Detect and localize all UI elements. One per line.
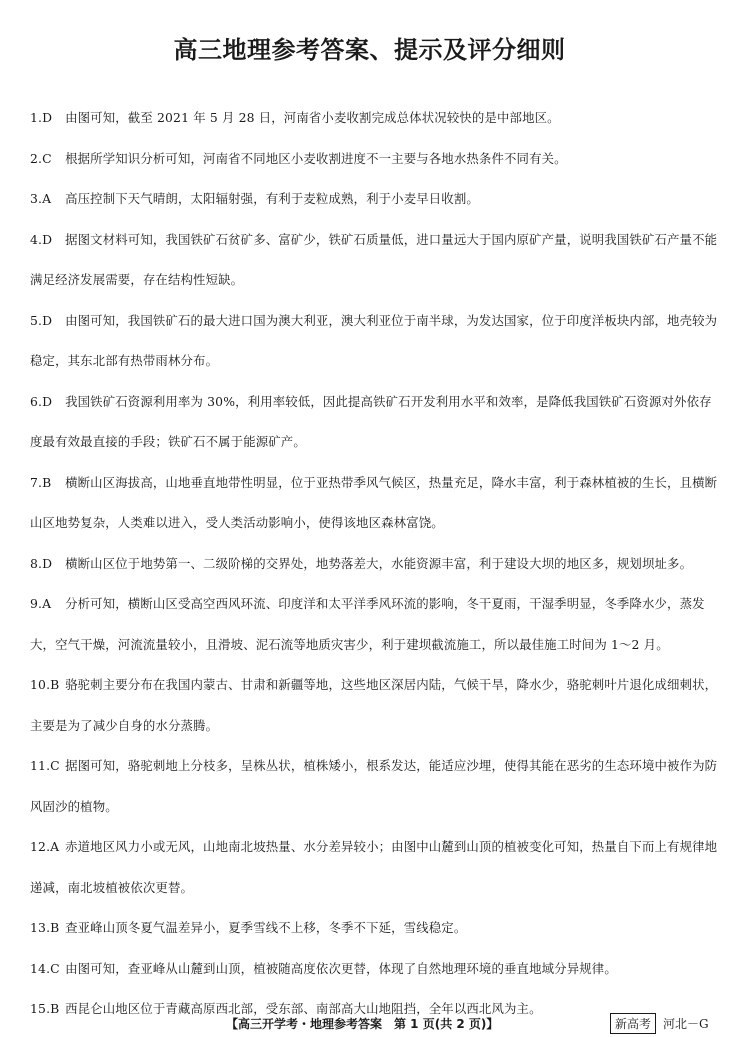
- answer-number: 12.A: [30, 839, 60, 854]
- answer-text: 由图可知，查亚峰从山麓到山顶，植被随高度依次更替，体现了自然地理环境的垂直地域分异规律。: [65, 960, 617, 976]
- answer-item: [30, 463, 720, 544]
- answer-item: [30, 665, 720, 746]
- answer-number: 4.D: [30, 231, 53, 247]
- answer-item: [30, 139, 720, 180]
- answer-number: 14.C: [30, 960, 60, 976]
- answer-text: 查亚峰山顶冬夏气温差异小，夏季雪线不上移，冬季不下延，雪线稳定。: [65, 920, 467, 935]
- answer-list: [30, 98, 720, 1030]
- answer-item: [30, 584, 720, 665]
- region-code: 河北－G: [663, 1017, 709, 1031]
- answer-item: [30, 908, 720, 949]
- answer-text: 根据所学知识分析可知，河南省不同地区小麦收割进度不一主要与各地水热条件不同有关。: [65, 150, 567, 166]
- answer-item: [30, 179, 720, 220]
- answer-number: 3.A: [30, 191, 52, 206]
- exam-badge: 新高考: [610, 1013, 656, 1034]
- answer-text: 由图可知，我国铁矿石的最大进口国为澳大利亚，澳大利亚位于南半球，为发达国家，位于印度洋板块内部，地壳较为稳定，其东北部有热带雨林分布。: [30, 312, 718, 368]
- answer-number: 11.C: [30, 758, 60, 773]
- answer-item: [30, 827, 720, 908]
- answer-number: 7.B: [30, 474, 52, 490]
- answer-number: 9.A: [30, 596, 52, 611]
- answer-item: [30, 98, 720, 139]
- answer-item: [30, 544, 720, 585]
- answer-number: 2.C: [30, 150, 52, 166]
- answer-item: [30, 382, 720, 463]
- answer-text: 骆驼刺主要分布在我国内蒙古、甘肃和新疆等地，这些地区深居内陆，气候干旱，降水少，骆驼刺叶片退化成细刺状，主要是为了减少自身的水分蒸腾。: [30, 677, 718, 733]
- answer-text: 由图可知，截至 2021 年 5 月 28 日，河南省小麦收割完成总体状况较快的是中部地区。: [65, 110, 560, 125]
- answer-text: 高压控制下天气晴朗，太阳辐射强，有利于麦粒成熟，利于小麦早日收割。: [65, 191, 479, 206]
- answer-number: 1.D: [30, 110, 53, 125]
- page-footer: [0, 1012, 739, 1034]
- answer-item: [30, 949, 720, 990]
- footer-text: 【高三开学考・地理参考答案 第 1 页(共 2 页)】: [226, 1017, 499, 1031]
- answer-text: 西昆仑山地区位于青藏高原西北部，受东部、南部高大山地阻挡，全年以西北风为主。: [65, 1001, 542, 1016]
- answer-item: [30, 301, 720, 382]
- answer-number: 5.D: [30, 312, 53, 328]
- answer-number: 10.B: [30, 677, 60, 692]
- answer-text: 赤道地区风力小或无风，山地南北坡热量、水分差异较小；由图中山麓到山顶的植被变化可知，热量自下而上有规律地递减，南北坡植被依次更替。: [30, 839, 718, 895]
- answer-text: 横断山区海拔高，山地垂直地带性明显，位于亚热带季风气候区，热量充足，降水丰富，利于森林植被的生长，且横断山区地势复杂，人类难以进入，受人类活动影响小，使得该地区森林富饶。: [30, 474, 718, 530]
- answer-text: 我国铁矿石资源利用率为 30%，利用率较低，因此提高铁矿石开发利用水平和效率，是降低我国铁矿石资源对外依存度最有效最直接的手段；铁矿石不属于能源矿产。: [30, 393, 712, 449]
- answer-number: 8.D: [30, 555, 53, 571]
- answer-text: 横断山区位于地势第一、二级阶梯的交界处，地势落差大，水能资源丰富，利于建设大坝的地区多，规划坝址多。: [65, 555, 693, 571]
- answer-item: [30, 746, 720, 827]
- answer-number: 13.B: [30, 920, 60, 935]
- answer-text: 据图可知，骆驼刺地上分枝多，呈株丛状，植株矮小，根系发达，能适应沙埋，使得其能在恶劣的生态环境中被作为防风固沙的植物。: [30, 758, 718, 814]
- answer-number: 6.D: [30, 393, 53, 409]
- answer-number: 15.B: [30, 1001, 60, 1016]
- answer-text: 分析可知，横断山区受高空西风环流、印度洋和太平洋季风环流的影响，冬干夏雨，干湿季明显，冬季降水少，蒸发大，空气干燥，河流流量较小，且滑坡、泥石流等地质灾害少，利于建坝截流施工，所以最佳施工时间为 1～2 月。: [30, 596, 705, 652]
- answer-text: 据图文材料可知，我国铁矿石贫矿多、富矿少，铁矿石质量低，进口量远大于国内原矿产量，说明我国铁矿石产量不能满足经济发展需要，存在结构性短缺。: [30, 231, 718, 287]
- page-title: 高三地理参考答案、提示及评分细则: [173, 36, 566, 64]
- answer-item: [30, 220, 720, 301]
